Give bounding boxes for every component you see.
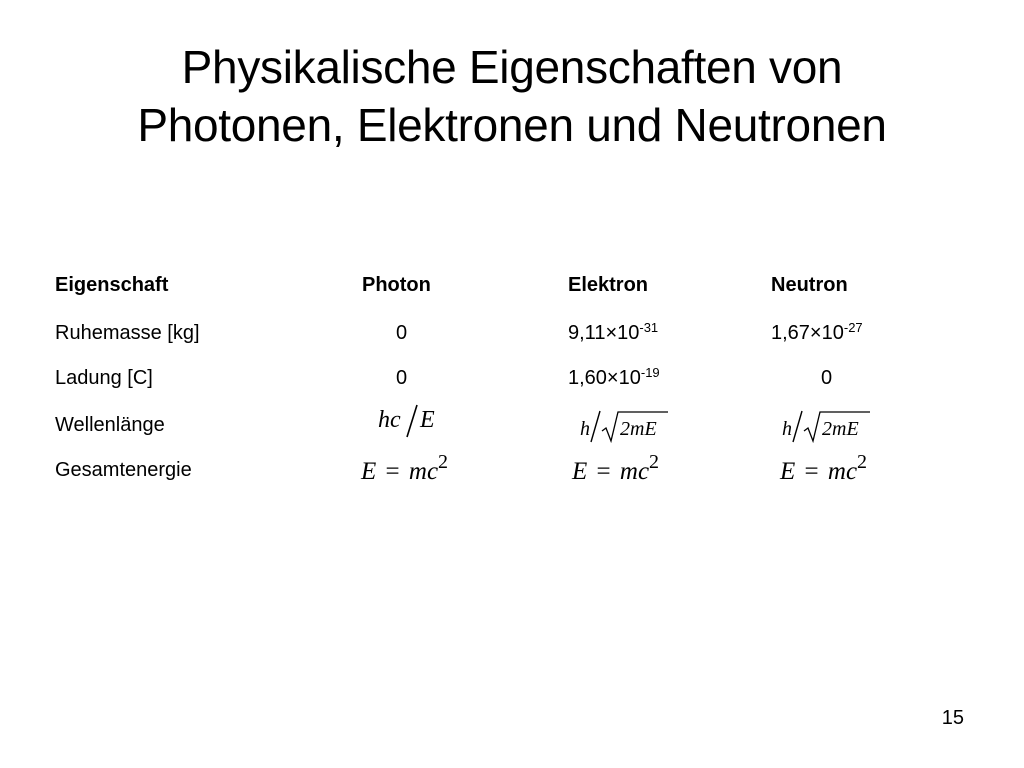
header-elektron: Elektron [568,274,649,296]
gesamtenergie-photon-lhs: E [361,458,377,485]
gesamtenergie-neutron-op: = [804,458,819,485]
wellenlaenge-elektron-formula [580,409,672,443]
ruhemasse-neutron-mantissa: 1,67×10 [771,322,844,344]
gesamtenergie-elektron-power: 2 [649,451,660,473]
wellenlaenge-neutron-formula [782,409,874,443]
gesamtenergie-neutron-power: 2 [857,451,868,473]
ladung-elektron [568,366,660,390]
wellenlaenge-photon-numerator: hc [378,407,401,433]
ruhemasse-neutron-exponent: -27 [843,320,863,335]
slide-title [0,38,1024,154]
gesamtenergie-photon-op: = [385,458,400,485]
ruhemasse-elektron-mantissa: 9,11×10 [568,322,640,344]
header-eigenschaft: Eigenschaft [55,274,169,296]
wellenlaenge-neutron-radicand: 2mE [822,418,859,440]
gesamtenergie-photon-formula [361,452,448,493]
ruhemasse-elektron-exponent: -31 [639,320,659,335]
ladung-photon: 0 [396,367,408,389]
page-number: 15 [941,707,964,729]
gesamtenergie-neutron-lhs: E [780,458,796,485]
row-label-ladung: Ladung [C] [55,367,153,389]
gesamtenergie-photon-rhs: mc [408,458,439,485]
ladung-elektron-exponent: -19 [640,365,660,380]
ladung-neutron: 0 [821,367,833,389]
ruhemasse-neutron [771,321,863,345]
fraction-slash-icon [405,404,419,438]
gesamtenergie-elektron-op: = [596,458,611,485]
row-label-ruhemasse: Ruhemasse [kg] [55,322,200,344]
slide-title-line-2: Photonen, Elektronen und Neutronen [137,99,887,151]
gesamtenergie-elektron-formula [572,452,659,493]
wellenlaenge-elektron-numerator: h [580,418,590,440]
ruhemasse-photon: 0 [396,322,408,344]
wellenlaenge-neutron-numerator: h [782,418,792,440]
header-neutron: Neutron [771,274,848,296]
gesamtenergie-neutron-rhs: mc [827,458,858,485]
header-photon: Photon [362,274,431,296]
wellenlaenge-elektron-radicand: 2mE [620,418,657,440]
gesamtenergie-neutron-formula [780,452,867,493]
row-label-gesamtenergie: Gesamtenergie [55,459,192,481]
wellenlaenge-photon-denominator: E [420,407,435,433]
wellenlaenge-photon-formula [378,404,450,438]
gesamtenergie-elektron-lhs: E [572,458,588,485]
row-label-wellenlaenge: Wellenlänge [55,414,165,436]
gesamtenergie-elektron-rhs: mc [619,458,650,485]
ladung-elektron-mantissa: 1,60×10 [568,367,641,389]
slide-title-line-1: Physikalische Eigenschaften von [181,41,843,93]
ruhemasse-elektron [568,321,658,345]
gesamtenergie-photon-power: 2 [438,451,449,473]
